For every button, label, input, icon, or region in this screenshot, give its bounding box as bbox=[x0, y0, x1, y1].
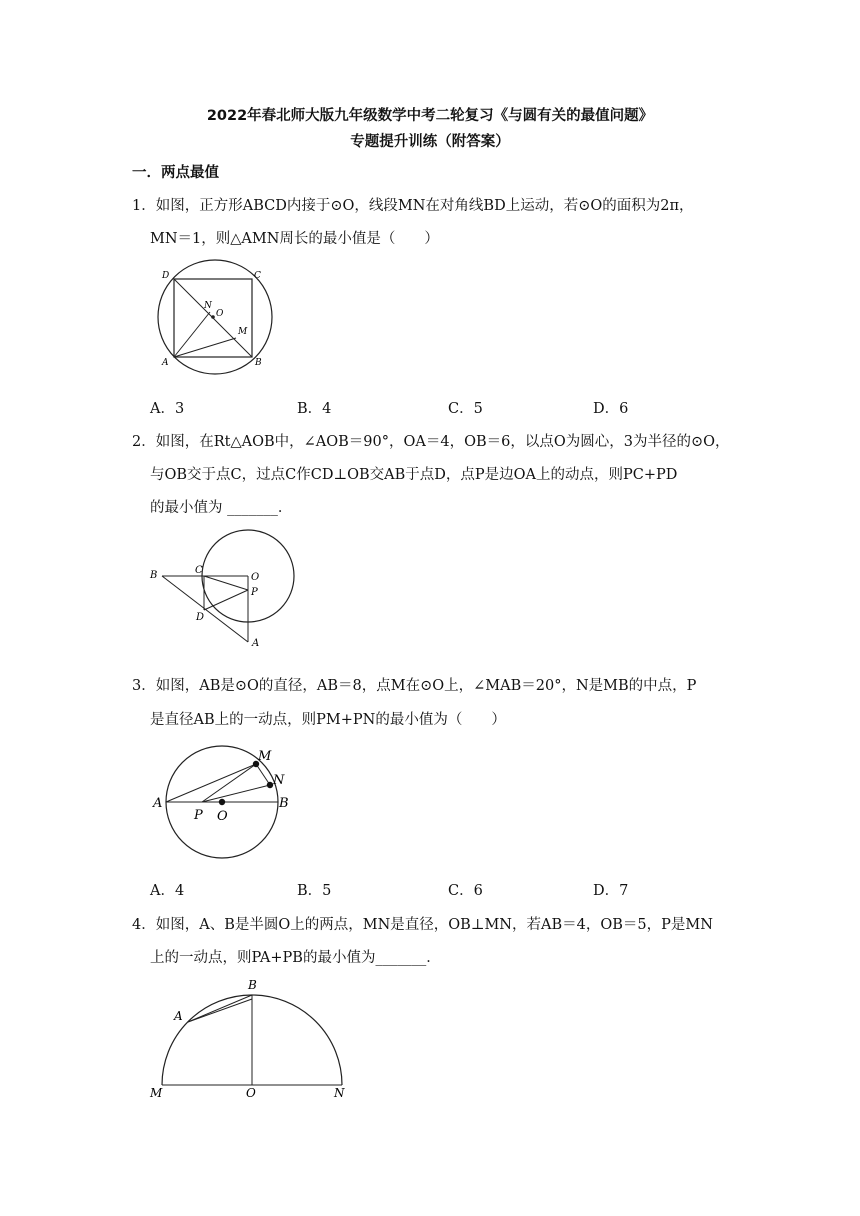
q4-chord-ab-lower bbox=[188, 999, 252, 1022]
q4-label-n: N bbox=[334, 1086, 345, 1100]
q3-label-m: M bbox=[258, 749, 272, 764]
q1-option-a: A．3 bbox=[150, 401, 185, 417]
q1-label-n: N bbox=[204, 301, 212, 311]
q4-text-line1: 4．如图，A、B是半圆O上的两点，MN是直径，OB⊥MN，若AB＝4，OB＝5，P是MN bbox=[132, 917, 713, 933]
q3-segment-mn bbox=[256, 764, 270, 785]
q1-text-line1: 1．如图，正方形ABCD内接于⊙O，线段MN在对角线BD上运动，若⊙O的面积为2π， bbox=[132, 198, 694, 214]
q2-text-line3: 的最小值为 _______． bbox=[150, 500, 293, 516]
q3-label-a: A bbox=[153, 796, 163, 811]
q1-segment-am bbox=[174, 338, 236, 357]
q1-label-m: M bbox=[238, 327, 248, 337]
q4-label-m: M bbox=[150, 1086, 163, 1100]
q2-figure bbox=[148, 532, 308, 652]
q2-text-line1: 2．如图，在Rt△AOB中，∠AOB＝90°，OA＝4，OB＝6，以点O为圆心，3为半径的⊙O， bbox=[132, 434, 730, 450]
q3-label-p: P bbox=[194, 808, 203, 823]
q3-figure bbox=[148, 742, 308, 862]
q4-figure bbox=[146, 975, 356, 1105]
q2-label-b: B bbox=[150, 570, 158, 581]
q4-label-a: A bbox=[174, 1009, 183, 1023]
q2-label-c: C bbox=[195, 565, 203, 576]
q1-option-d: D．6 bbox=[593, 401, 629, 417]
q1-figure bbox=[150, 262, 280, 377]
q2-label-d: D bbox=[196, 612, 205, 623]
q1-text-line2: MN＝1，则△AMN周长的最小值是（ ） bbox=[150, 231, 439, 247]
q2-label-o: O bbox=[251, 572, 260, 583]
document-title: 2022年春北师大版九年级数学中考二轮复习《与圆有关的最值问题》 bbox=[206, 108, 654, 124]
q1-label-b: B bbox=[255, 358, 262, 368]
q3-text-line2: 是直径AB上的一动点，则PM+PN的最小值为（ ） bbox=[150, 712, 506, 728]
q4-text-line2: 上的一动点，则PA+PB的最小值为_______． bbox=[150, 950, 441, 966]
q1-label-o: O bbox=[216, 309, 224, 319]
q4-label-b: B bbox=[248, 978, 257, 992]
section-heading: 一．两点最值 bbox=[132, 165, 219, 181]
q3-segment-am bbox=[166, 764, 256, 802]
q2-segment-pd bbox=[204, 590, 248, 610]
q3-point-o bbox=[219, 799, 225, 805]
q1-label-a: A bbox=[162, 358, 169, 368]
q3-text-line1: 3．如图，AB是⊙O的直径，AB＝8，点M在⊙O上，∠MAB＝20°，N是MB的中点，P bbox=[132, 678, 697, 694]
q1-option-c: C．5 bbox=[448, 401, 483, 417]
q3-label-b: B bbox=[279, 796, 289, 811]
q1-point-o bbox=[211, 315, 215, 319]
q3-option-d: D．7 bbox=[593, 883, 629, 899]
q1-label-d: D bbox=[162, 271, 170, 281]
q1-label-c: C bbox=[254, 271, 261, 281]
q2-label-p: P bbox=[251, 587, 258, 598]
q2-label-a: A bbox=[252, 638, 260, 649]
q3-option-c: C．6 bbox=[448, 883, 483, 899]
q2-text-line2: 与OB交于点C，过点C作CD⊥OB交AB于点D，点P是边OA上的动点，则PC+PD bbox=[150, 467, 678, 483]
q3-option-a: A．4 bbox=[150, 883, 185, 899]
q1-option-b: B．4 bbox=[297, 401, 332, 417]
q4-label-o: O bbox=[246, 1086, 256, 1100]
q3-label-n: N bbox=[273, 773, 285, 788]
q3-option-b: B．5 bbox=[297, 883, 332, 899]
document-subtitle: 专题提升训练（附答案） bbox=[350, 134, 510, 150]
q2-segment-cp bbox=[204, 576, 248, 590]
q3-label-o: O bbox=[217, 809, 228, 824]
q3-segment-pn bbox=[202, 785, 270, 802]
q1-segment-an bbox=[174, 312, 210, 357]
q4-chord-ab bbox=[188, 995, 252, 1022]
